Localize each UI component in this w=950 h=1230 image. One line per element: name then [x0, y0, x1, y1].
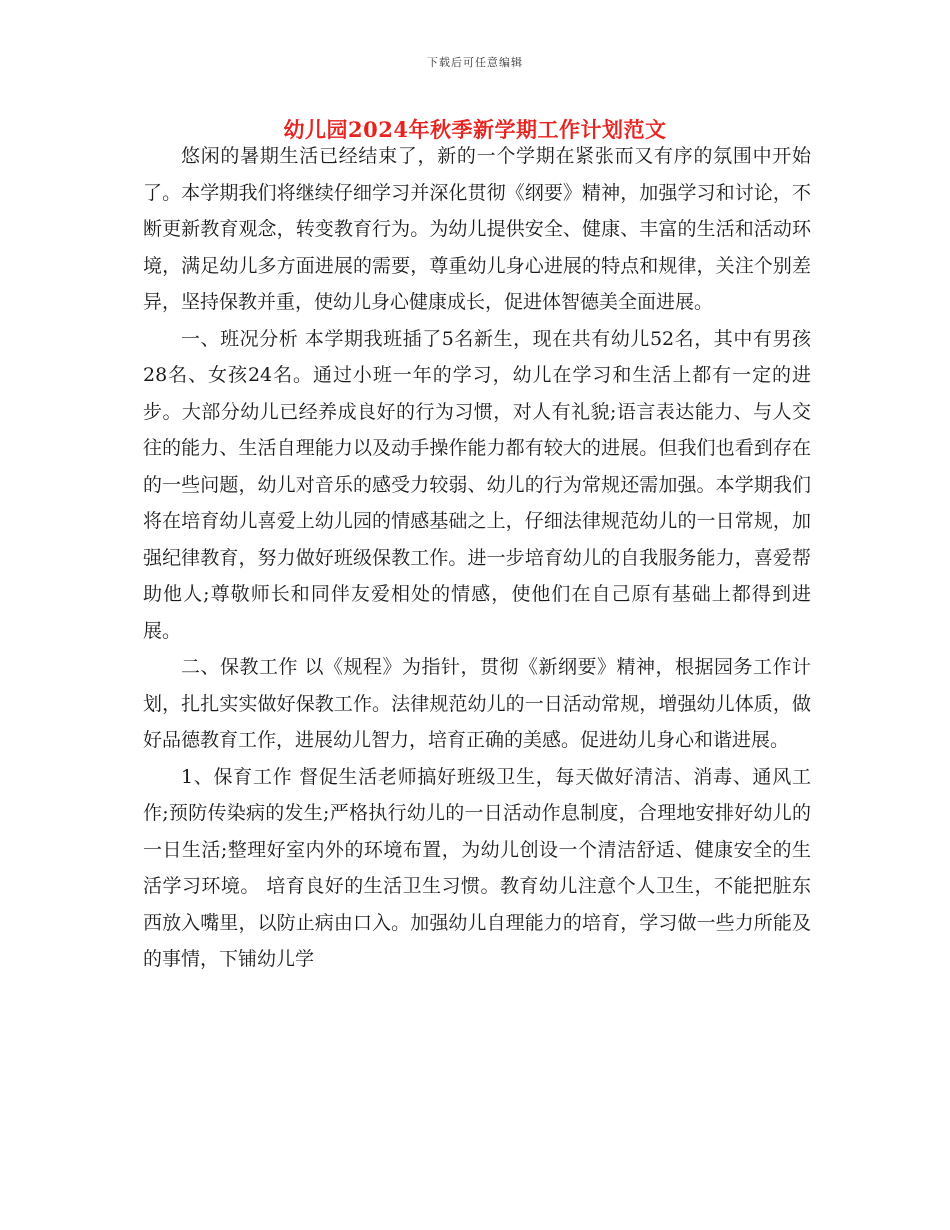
paragraph-care-education: 二、保教工作 以《规程》为指针，贯彻《新纲要》精神，根据园务工作计划，扎扎实实做好保教工作。法律规范幼儿的一日活动常规，增强幼儿体质，做好品德教育工作，进展幼儿智力，培育正确的美感。促进幼儿身心和谐进展。	[143, 656, 811, 751]
page-header-note: 下载后可任意编辑	[427, 56, 523, 69]
document-body	[143, 138, 811, 978]
paragraph-care-work: 1、保育工作 督促生活老师搞好班级卫生，每天做好清洁、消毒、通风工作;预防传染病的发生;严格执行幼儿的一日活动作息制度，合理地安排好幼儿的一日生活;整理好室内外的环境布置，为幼儿创设一个清洁舒适、健康安全的生活学习环境。 培育良好的生活卫生习惯。教育幼儿注意个人卫生，不能把脏东西放入嘴里，以防止病由口入。加强幼儿自理能力的培育，学习做一些力所能及的事情，下铺幼儿学	[143, 765, 811, 970]
document-title: 幼儿园2024年秋季新学期工作计划范文	[283, 117, 667, 142]
paragraph-class-analysis: 一、班况分析 本学期我班插了5名新生，现在共有幼儿52名，其中有男孩28名、女孩24名。通过小班一年的学习，幼儿在学习和生活上都有一定的进步。大部分幼儿已经养成良好的行为习惯，对人有礼貌;语言表达能力、与人交往的能力、生活自理能力以及动手操作能力都有较大的进展。但我们也看到存在的一些问题，幼儿对音乐的感受力较弱、幼儿的行为常规还需加强。本学期我们将在培育幼儿喜爱上幼儿园的情感基础之上，仔细法律规范幼儿的一日常规，加强纪律教育，努力做好班级保教工作。进一步培育幼儿的自我服务能力，喜爱帮助他人;尊敬师长和同伴友爱相处的情感，使他们在自己原有基础上都得到进展。	[143, 327, 811, 642]
paragraph-intro: 悠闲的暑期生活已经结束了，新的一个学期在紧张而又有序的氛围中开始了。本学期我们将继续仔细学习并深化贯彻《纲要》精神，加强学习和讨论，不断更新教育观念，转变教育行为。为幼儿提供安全、健康、丰富的生活和活动环境，满足幼儿多方面进展的需要，尊重幼儿身心进展的特点和规律，关注个别差异，坚持保教并重，使幼儿身心健康成长，促进体智德美全面进展。	[143, 145, 811, 313]
